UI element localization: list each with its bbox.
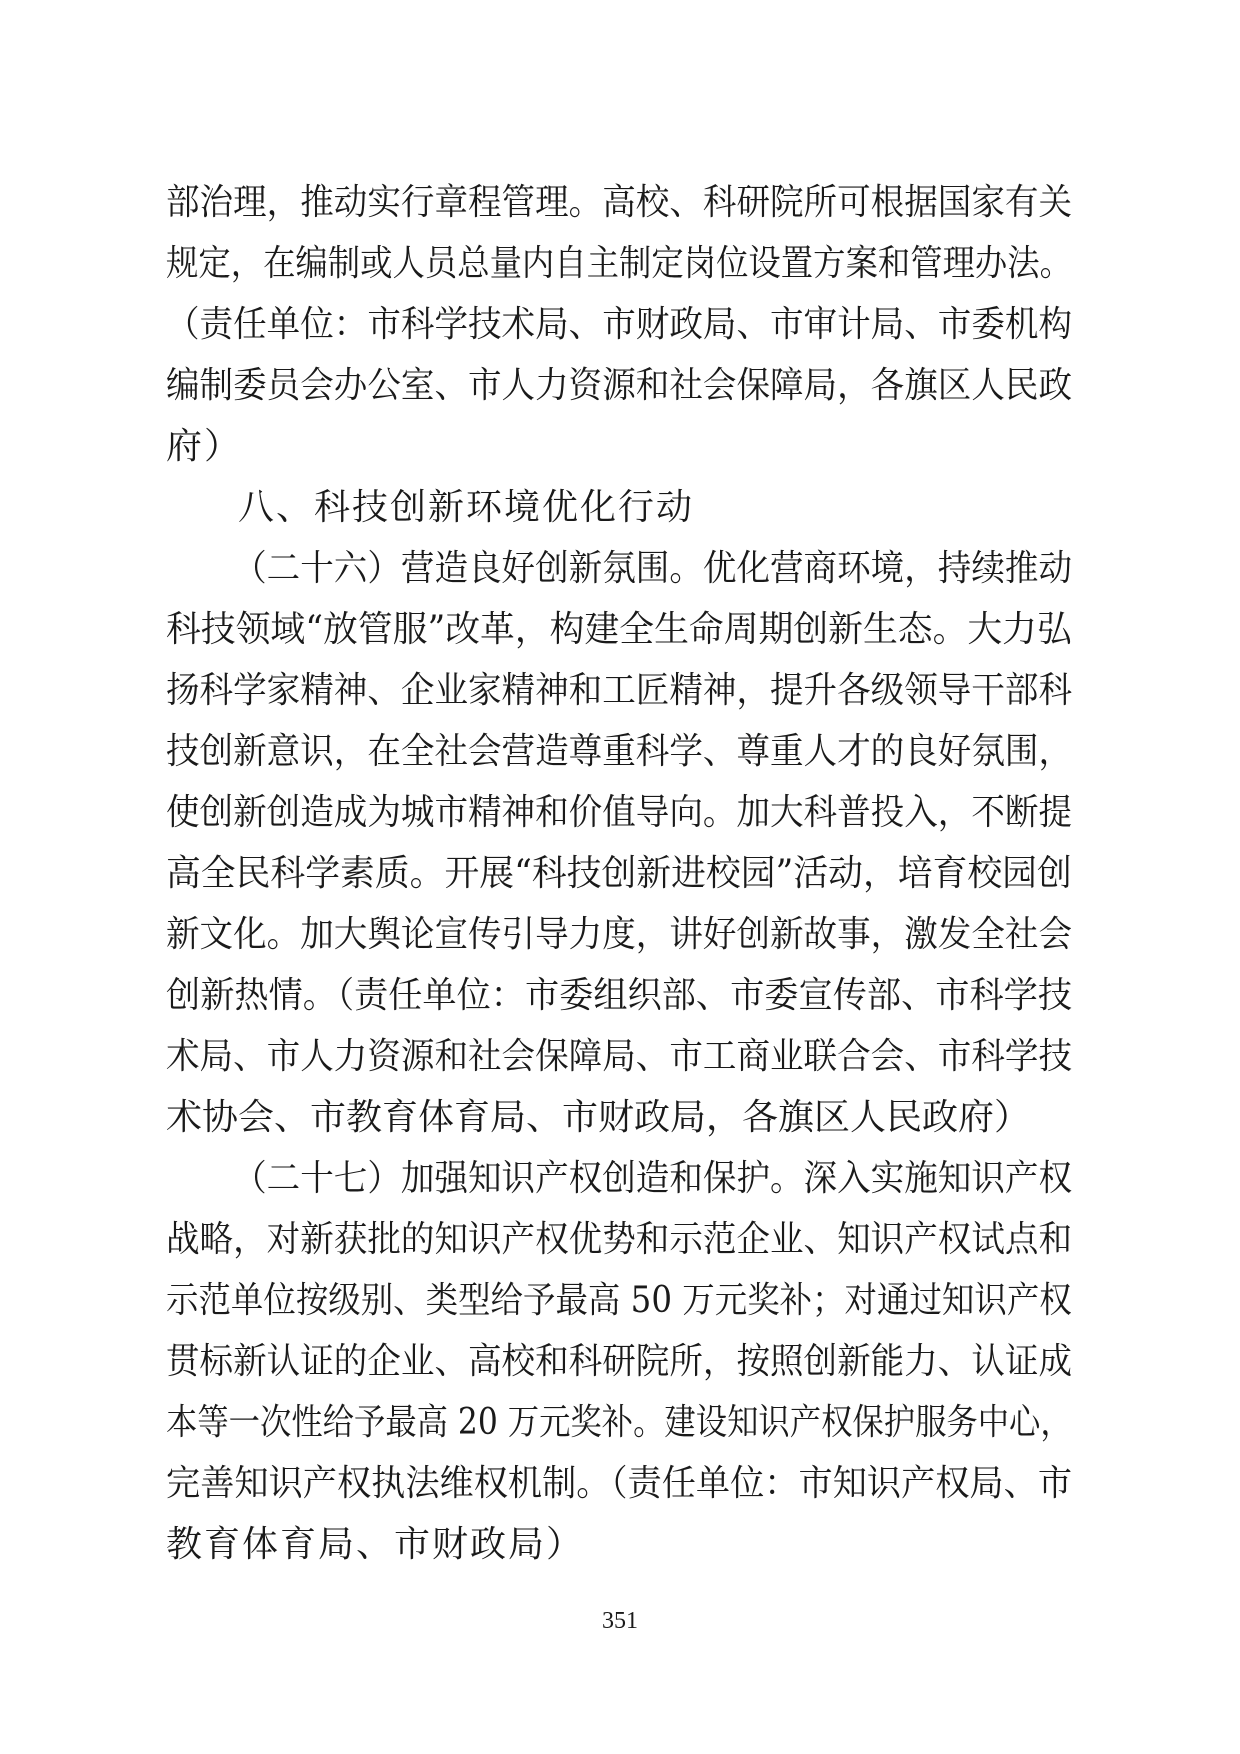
paragraph-start: （二十七）加强知识产权创造和保护。深入实施知识产权 (233, 1158, 1073, 1199)
text-line: 术协会、市教育体育局、市财政局，各旗区人民政府） (166, 1097, 1031, 1138)
text-line: 扬科学家精神、企业家精神和工匠精神，提升各级领导干部科 (166, 670, 1073, 711)
text-line: 创新热情。（责任单位：市委组织部、市委宣传部、市科学技 (166, 975, 1073, 1016)
text-line: 战略，对新获批的知识产权优势和示范企业、知识产权试点和 (166, 1219, 1073, 1260)
text-line: 示范单位按级别、类型给予最高 50 万元奖补；对通过知识产权 (166, 1280, 1072, 1321)
text-line: 教育体育局、市财政局） (166, 1524, 585, 1565)
paragraph-start: （二十六）营造良好创新氛围。优化营商环境，持续推动 (233, 548, 1073, 589)
body-text (166, 172, 1072, 1575)
text-line: 规定，在编制或人员总量内自主制定岗位设置方案和管理办法。 (166, 243, 1073, 284)
text-line: 技创新意识，在全社会营造尊重科学、尊重人才的良好氛围， (166, 731, 1073, 772)
text-line: 贯标新认证的企业、高校和科研院所，按照创新能力、认证成 (166, 1341, 1073, 1382)
text-line: （责任单位：市科学技术局、市财政局、市审计局、市委机构 (166, 304, 1073, 345)
text-line: 编制委员会办公室、市人力资源和社会保障局，各旗区人民政 (166, 365, 1073, 406)
text-line: 科技领域“放管服”改革，构建全生命周期创新生态。大力弘 (166, 609, 1072, 650)
page-number: 351 (602, 1608, 638, 1634)
text-line: 使创新创造成为城市精神和价值导向。加大科普投入，不断提 (166, 792, 1073, 833)
section-heading: 八、科技创新环境优化行动 (238, 487, 695, 528)
text-line: 完善知识产权执法维权机制。（责任单位：市知识产权局、市 (166, 1463, 1073, 1504)
text-line: 新文化。加大舆论宣传引导力度，讲好创新故事，激发全社会 (166, 914, 1073, 955)
text-line: 本等一次性给予最高 20 万元奖补。建设知识产权保护服务中心， (166, 1402, 1072, 1443)
text-line: 部治理，推动实行章程管理。高校、科研院所可根据国家有关 (166, 182, 1073, 223)
text-line: 府） (166, 426, 243, 467)
text-line: 术局、市人力资源和社会保障局、市工商业联合会、市科学技 (166, 1036, 1073, 1077)
text-line: 高全民科学素质。开展“科技创新进校园”活动，培育校园创 (166, 853, 1072, 894)
